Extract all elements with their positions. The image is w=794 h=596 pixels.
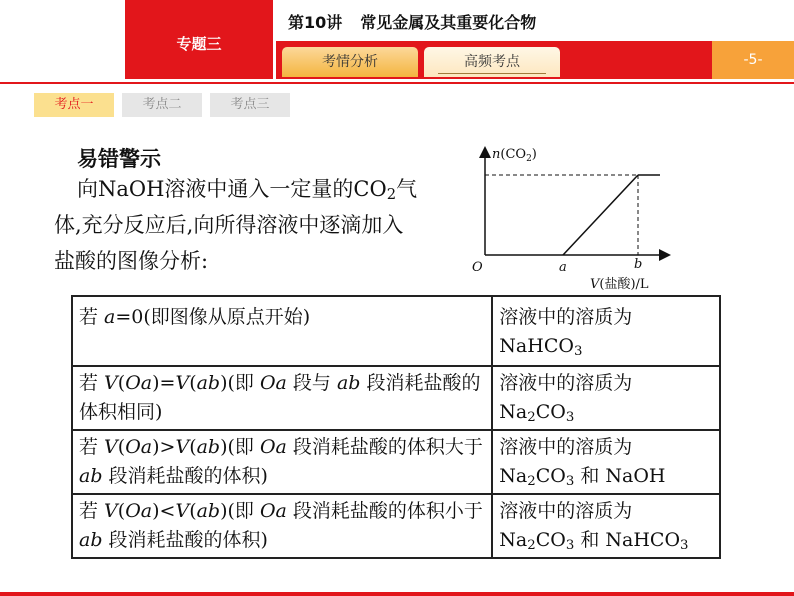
intro-paragraph: [54, 171, 464, 279]
cell-text: NaHCO: [499, 335, 574, 357]
italic-symbol: a: [104, 306, 116, 328]
cell-text: Na: [499, 529, 528, 551]
line-text-end: 气: [396, 177, 418, 201]
cell-text: 和 NaOH: [574, 465, 666, 487]
italic-symbol: V: [104, 500, 118, 522]
table-row: [72, 366, 720, 430]
italic-symbol: ab: [196, 500, 221, 522]
solute-cell: [492, 366, 720, 430]
italic-symbol: Oa: [259, 372, 287, 394]
subscript: 2: [527, 410, 536, 425]
italic-symbol: ab: [336, 372, 361, 394]
solute-cell: [492, 296, 720, 366]
subtab-point-3[interactable]: 考点三: [210, 93, 290, 117]
italic-symbol: Oa: [259, 436, 287, 458]
mark-a: a: [559, 260, 567, 275]
cell-text: CO: [535, 529, 566, 551]
cell-text: (: [117, 436, 126, 458]
tab-underline: [438, 73, 546, 74]
solute-cell: [492, 430, 720, 494]
cell-text: )=: [152, 372, 176, 394]
solute-cell: [492, 494, 720, 558]
paragraph-line: 体,充分反应后,向所得溶液中逐滴加入: [54, 213, 404, 237]
italic-symbol: Oa: [125, 436, 153, 458]
cell-text: )(即: [220, 500, 260, 522]
tab-hot-points-label: 高频考点: [464, 54, 520, 70]
tab-hot-points[interactable]: [424, 47, 560, 77]
subscript: 3: [680, 538, 689, 553]
table-row: [72, 494, 720, 558]
cell-text: Na: [499, 465, 528, 487]
italic-symbol: ab: [79, 529, 103, 551]
cell-text: 和 NaHCO: [574, 529, 681, 551]
italic-symbol: Oa: [125, 500, 153, 522]
page-number: -5-: [712, 41, 794, 79]
cell-text: (: [189, 500, 197, 522]
cell-text: Na: [499, 401, 528, 423]
italic-symbol: Oa: [259, 500, 287, 522]
subscript: 3: [565, 538, 575, 553]
subject-banner: [125, 0, 273, 79]
lecture-title: 常见金属及其重要化合物: [360, 13, 537, 32]
cell-text: =0(即图像从原点开始): [115, 306, 311, 328]
italic-symbol: ab: [79, 465, 103, 487]
titration-graph: [462, 138, 672, 294]
cell-text: (: [117, 372, 126, 394]
tab-exam-analysis[interactable]: [282, 47, 418, 77]
subscript: 3: [573, 344, 583, 359]
subscript: 3: [565, 474, 575, 489]
condition-cell: [72, 430, 492, 494]
cell-text: 若: [79, 372, 105, 394]
subscript: 3: [565, 410, 575, 425]
subscript: 2: [527, 474, 536, 489]
cell-text: (: [117, 500, 126, 522]
condition-cell: [72, 366, 492, 430]
cell-text: 段消耗盐酸的体积): [102, 465, 268, 487]
cell-text: 段消耗盐酸的体积小于: [286, 500, 483, 522]
subject-label: 专题三: [176, 35, 222, 53]
mark-b: b: [634, 257, 643, 272]
tab-exam-analysis-label: 考情分析: [322, 54, 378, 70]
cell-text: )<: [152, 500, 176, 522]
cell-text: 若: [79, 500, 105, 522]
cell-text: 溶液中的溶质为: [499, 500, 633, 522]
analysis-table: [71, 295, 721, 559]
cell-text: (: [189, 436, 197, 458]
page-title: [288, 10, 536, 33]
cell-text: 段与: [286, 372, 337, 394]
cell-text: 若: [79, 306, 105, 328]
condition-cell: [72, 296, 492, 366]
paragraph-line: 盐酸的图像分析:: [54, 249, 209, 273]
italic-symbol: ab: [196, 436, 221, 458]
condition-cell: [72, 494, 492, 558]
cell-text: (: [189, 372, 197, 394]
cell-text: 溶液中的溶质为: [499, 306, 633, 328]
italic-symbol: V: [104, 436, 118, 458]
cell-text: 若: [79, 436, 105, 458]
cell-text: 溶液中的溶质为: [499, 436, 633, 458]
paragraph-line: [54, 171, 464, 207]
lecture-number: 第10讲: [288, 13, 343, 32]
italic-symbol: V: [175, 372, 190, 394]
cell-text: )(即: [220, 436, 260, 458]
origin-label: O: [472, 260, 483, 275]
subtab-point-1[interactable]: 考点一: [34, 93, 114, 117]
line-text: 向NaOH溶液中通入一定量的CO: [77, 177, 387, 201]
cell-text: CO: [535, 465, 566, 487]
italic-symbol: V: [175, 436, 190, 458]
cell-text: )(即: [220, 372, 260, 394]
line-subscript: 2: [386, 186, 397, 203]
italic-symbol: V: [104, 372, 118, 394]
cell-text: 段消耗盐酸的体积相同): [79, 372, 481, 423]
footer-line: [0, 592, 794, 596]
table-row: [72, 296, 720, 366]
italic-symbol: V: [175, 500, 190, 522]
cell-text: 段消耗盐酸的体积): [102, 529, 268, 551]
table-row: [72, 430, 720, 494]
subscript: 2: [527, 538, 536, 553]
cell-text: CO: [535, 401, 566, 423]
header-divider: [0, 82, 794, 84]
subtab-point-2[interactable]: 考点二: [122, 93, 202, 117]
italic-symbol: Oa: [125, 372, 153, 394]
italic-symbol: ab: [196, 372, 221, 394]
y-axis-label: $n(CO_2)$: [492, 147, 537, 164]
cell-text: 段消耗盐酸的体积大于: [286, 436, 483, 458]
rise-segment: [563, 175, 638, 255]
x-axis-label: V(盐酸)/L: [590, 277, 649, 292]
section-heading: 易错警示: [77, 147, 161, 171]
cell-text: 溶液中的溶质为: [499, 372, 633, 394]
cell-text: )>: [152, 436, 176, 458]
